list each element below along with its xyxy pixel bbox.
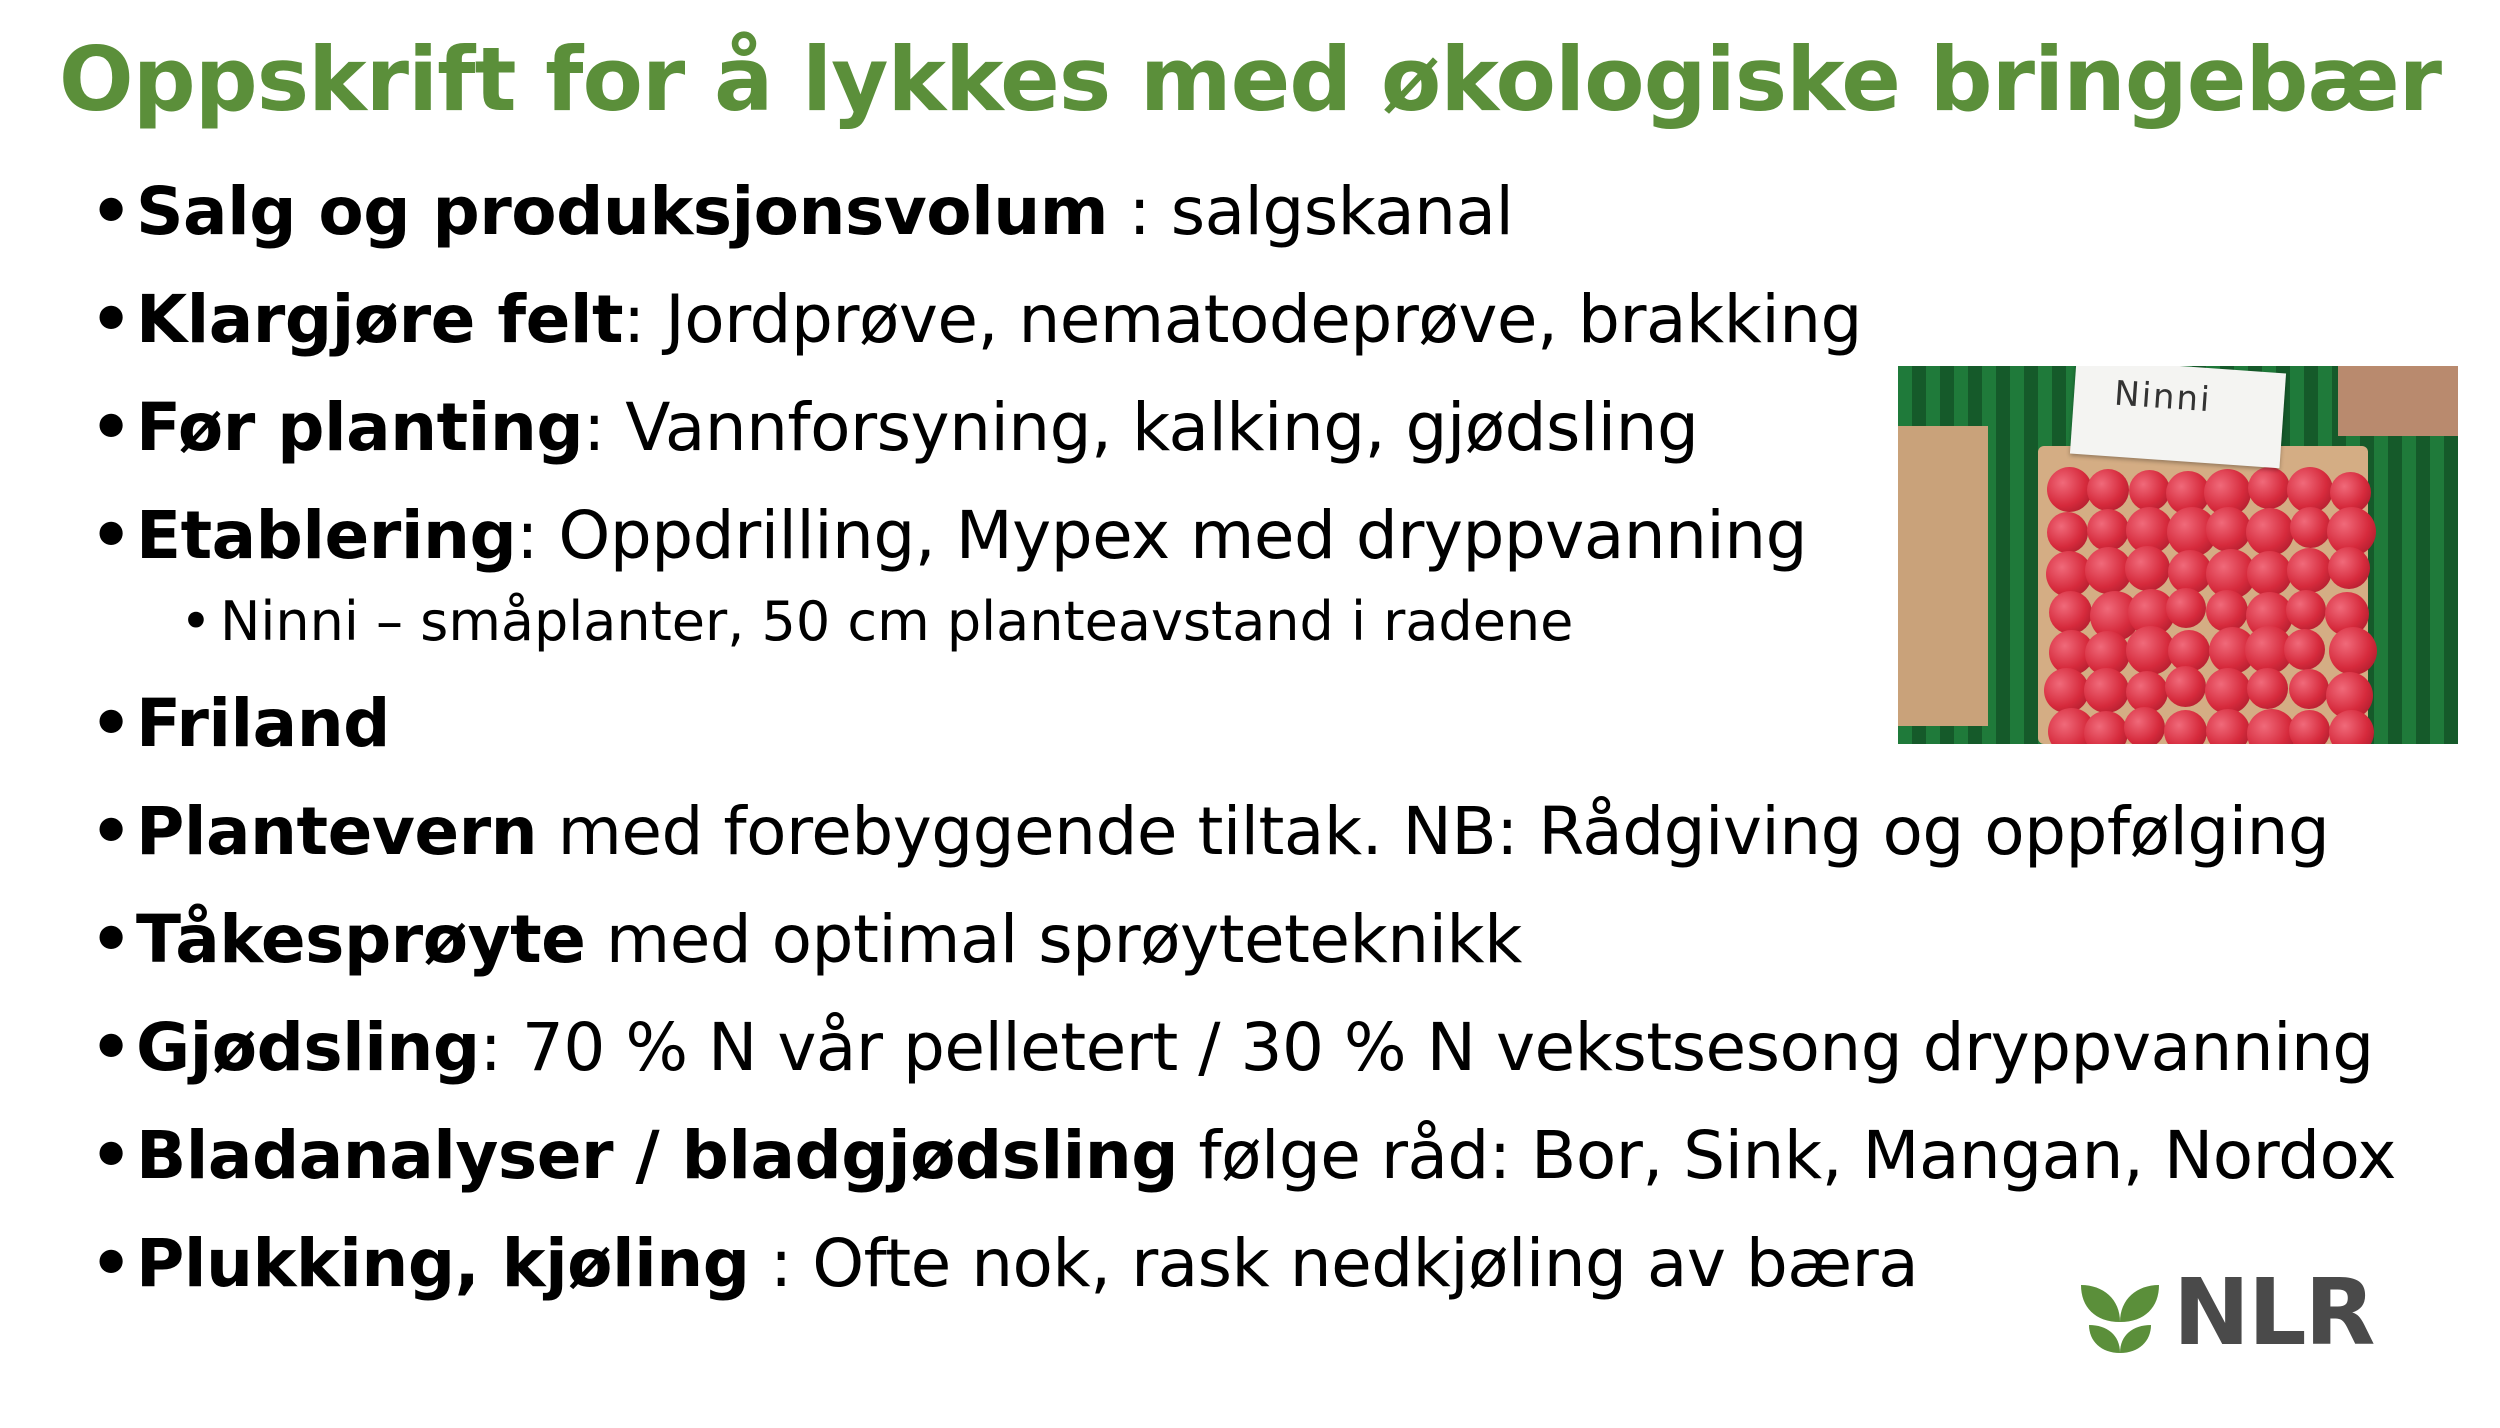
bullet-item-bladanalyser	[90, 1116, 2396, 1196]
raspberry	[2087, 469, 2129, 511]
variety-label-text: Ninni	[2112, 373, 2213, 421]
bullet-item-friland	[90, 684, 390, 764]
logo-text: NLR	[2173, 1258, 2374, 1366]
sub-bullet-ninni	[180, 590, 1573, 654]
bullet-dot: •	[90, 685, 132, 762]
raspberry	[2286, 590, 2326, 630]
raspberry	[2289, 710, 2330, 744]
raspberry	[2047, 467, 2092, 512]
sub-bullet-text: Ninni – småplanter, 50 cm planteavstand i radene	[220, 590, 1574, 653]
bullet-key: Salg og produksjonsvolum	[136, 173, 1109, 250]
bullet-text: : Jordprøve, nematodeprøve, brakking	[623, 281, 1862, 358]
bullet-text: : Ofte nok, rask nedkjøling av bæra	[749, 1225, 1919, 1302]
bullet-text: : 70 % N vår pelletert / 30 % N vekstsesong dryppvanning	[479, 1009, 2374, 1086]
sub-bullet-dot: •	[180, 590, 212, 653]
bullet-key: Plukking, kjøling	[136, 1225, 750, 1302]
bullet-dot: •	[90, 389, 132, 466]
bullet-text: : Oppdrilling, Mypex med dryppvanning	[516, 497, 1807, 574]
raspberry	[2290, 507, 2331, 548]
bullet-item-gjodsling	[90, 1008, 2374, 1088]
bullet-dot: •	[90, 1009, 132, 1086]
wood-surface	[2338, 366, 2458, 436]
raspberry	[2164, 710, 2207, 744]
raspberry-carton	[2038, 446, 2368, 744]
nlr-logo	[2075, 1258, 2374, 1366]
bullet-key: Tåkesprøyte	[136, 901, 586, 978]
bullet-item-plantevern	[90, 792, 2329, 872]
bullet-item-klargjore	[90, 280, 1862, 360]
bullet-dot: •	[90, 1117, 132, 1194]
bullet-key: Plantevern	[136, 793, 538, 870]
slide-title: Oppskrift for å lykkes med økologiske bringebær	[58, 28, 2442, 131]
bullet-text: : Vannforsyning, kalking, gjødsling	[583, 389, 1699, 466]
raspberry	[2047, 512, 2088, 553]
raspberry-photo	[1898, 366, 2458, 744]
raspberry	[2247, 668, 2288, 709]
raspberry	[2248, 467, 2290, 509]
bullet-text: med optimal sprøyteteknikk	[585, 901, 1522, 978]
raspberry	[2084, 711, 2128, 744]
raspberry	[2087, 509, 2129, 551]
raspberry	[2124, 707, 2165, 744]
bullet-item-etablering	[90, 496, 1807, 576]
bullet-item-plukking	[90, 1224, 1918, 1304]
bullet-dot: •	[90, 901, 132, 978]
raspberry	[2329, 627, 2377, 675]
bullet-key: Bladanalyser / bladgjødsling	[136, 1117, 1178, 1194]
bullet-item-salg	[90, 172, 1513, 252]
bullet-key: Gjødsling	[136, 1009, 480, 1086]
raspberry	[2246, 508, 2294, 556]
raspberry	[2044, 668, 2089, 713]
raspberry	[2166, 588, 2206, 628]
bullet-text: med forebyggende tiltak. NB: Rådgiving og oppfølging	[537, 793, 2330, 870]
raspberry	[2284, 629, 2325, 670]
raspberry	[2165, 666, 2206, 707]
variety-label-card	[2070, 366, 2286, 468]
bullet-item-takesproyte	[90, 900, 1522, 980]
bullet-dot: •	[90, 173, 132, 250]
bullet-item-for-planting	[90, 388, 1698, 468]
bullet-key: Før planting	[136, 389, 584, 466]
raspberry	[2206, 709, 2250, 744]
bullet-key: Friland	[136, 685, 390, 762]
bullet-dot: •	[90, 793, 132, 870]
bullet-text: følge råd: Bor, Sink, Mangan, Nordox	[1177, 1117, 2396, 1194]
raspberry	[2205, 668, 2251, 714]
bullet-key: Klargjøre felt	[136, 281, 624, 358]
raspberry	[2206, 507, 2251, 552]
bullet-text: : salgskanal	[1108, 173, 1514, 250]
raspberry	[2287, 548, 2332, 593]
raspberry	[2049, 591, 2092, 634]
raspberry	[2328, 547, 2370, 589]
raspberry	[2125, 546, 2170, 591]
carton-left	[1898, 426, 1988, 726]
raspberry	[2206, 590, 2248, 632]
raspberry	[2289, 669, 2329, 709]
leaf-sprout-icon	[2075, 1267, 2165, 1357]
bullet-dot: •	[90, 497, 132, 574]
raspberry	[2329, 710, 2374, 744]
raspberry	[2084, 668, 2129, 713]
bullet-dot: •	[90, 1225, 132, 1302]
raspberry	[2247, 551, 2292, 596]
bullet-key: Etablering	[136, 497, 517, 574]
raspberry	[2129, 470, 2170, 511]
bullet-dot: •	[90, 281, 132, 358]
